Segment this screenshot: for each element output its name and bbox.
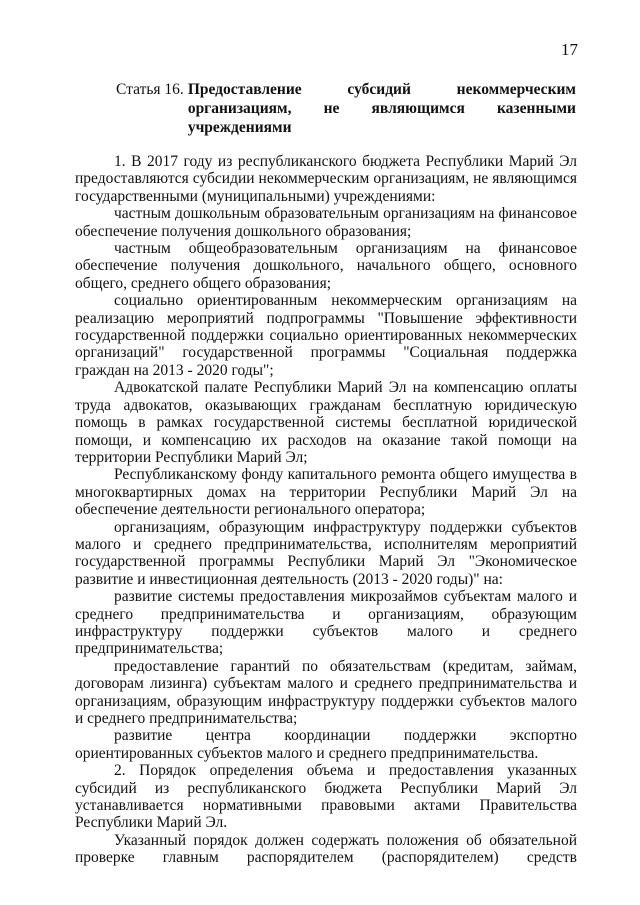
article-body: [75, 153, 577, 867]
article-number: Статья 16.: [116, 81, 184, 98]
page-number: 17: [561, 40, 578, 59]
paragraph-procedure-content: Указанный порядок должен содержать положения об обязательной проверке главным распорядителем (распорядителем) средств: [75, 831, 577, 867]
paragraph-socially-oriented: социально ориентированным некоммерческим организациям на реализацию мероприятий подпрограммы "Повышение эффективности государственной поддержки социально ориентированных некоммерческих организаций" государственной программы "Социальная поддержка граждан на 2013 - 2020 годы";: [75, 292, 577, 379]
article-heading: [116, 80, 576, 137]
paragraph-preschool: частным дошкольным образовательным организациям на финансовое обеспечение получения дошкольного образования;: [75, 205, 577, 240]
paragraph-microloans: развитие системы предоставления микрозаймов субъектам малого и среднего предпринимательства и организациям, образующим инфраструктуру поддержки субъектов малого и среднего предпринимательства;: [75, 588, 577, 658]
paragraph-bar-chamber: Адвокатской палате Республики Марий Эл на компенсацию оплаты труда адвокатов, оказывающих гражданам бесплатную юридическую помощь в рамках государственной системы бесплатной юридической помощи, и компенсацию их расходов на оказание такой помощи на территории Республики Марий Эл;: [75, 379, 577, 466]
article-title: Предоставление субсидий некоммерческим организациям, не являющимся казенными учреждениями: [187, 81, 576, 136]
paragraph-sme-infrastructure: организациям, образующим инфраструктуру поддержки субъектов малого и среднего предпринимательства, исполнителям мероприятий государственной программы Республики Марий Эл "Экономическое развитие и инвестиционная деятельность (2013 - 2020 годы)" на:: [75, 518, 577, 588]
paragraph-guarantees: предоставление гарантий по обязательствам (кредитам, займам, договорам лизинга) субъектам малого и среднего предпринимательства и организациям, образующим инфраструктуру поддержки субъектов малого и среднего предпринимательства;: [75, 657, 577, 727]
paragraph-subsidies-intro: 1. В 2017 году из республиканского бюджета Республики Марий Эл предоставляются субсидии некоммерческим организациям, не являющимся государственными (муниципальными) учреждениями:: [75, 153, 577, 205]
paragraph-procedure: 2. Порядок определения объема и предоставления указанных субсидий из республиканского бюджета Республики Марий Эл устанавливается нормативными правовыми актами Правительства Республики Марий Эл.: [75, 762, 577, 832]
paragraph-general-education: частным общеобразовательным организациям на финансовое обеспечение получения дошкольного, начального общего, основного общего, среднего общего образования;: [75, 240, 577, 292]
paragraph-export-center: развитие центра координации поддержки экспортно ориентированных субъектов малого и среднего предпринимательства.: [75, 727, 577, 762]
paragraph-capital-repair-fund: Республиканскому фонду капитального ремонта общего имущества в многоквартирных домах на территории Республики Марий Эл на обеспечение деятельности регионального оператора;: [75, 466, 577, 519]
